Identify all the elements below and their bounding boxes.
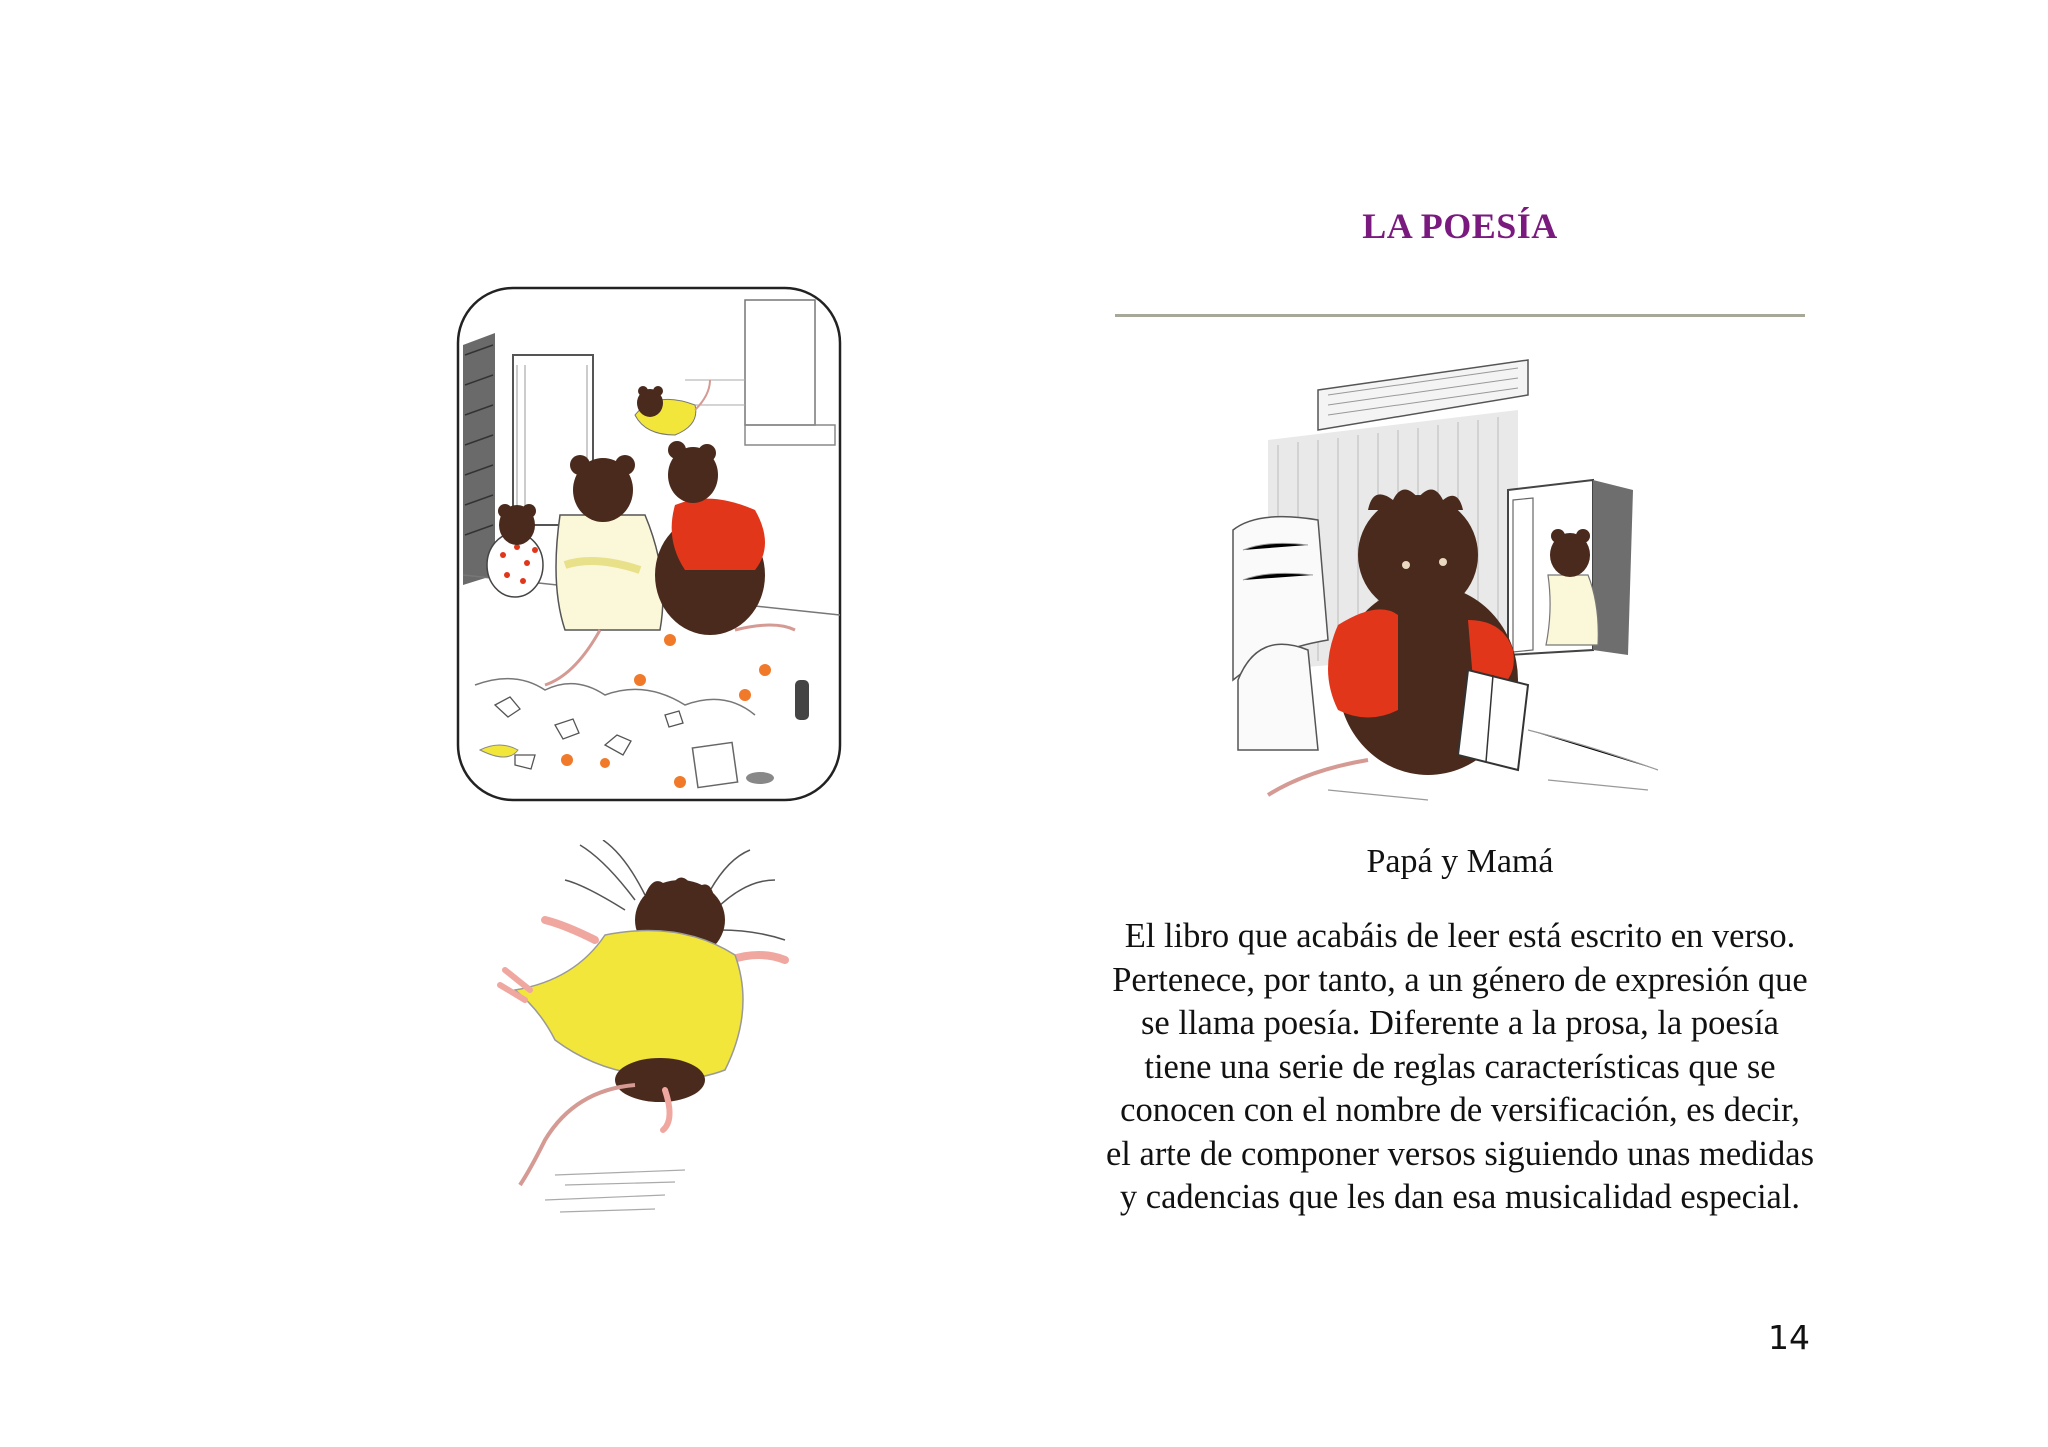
jumping-mouse-illustration	[485, 840, 805, 1235]
body-paragraph: El libro que acabáis de leer está escrito en verso. Pertenece, por tanto, a un género de expresión que se llama poesía. Diferente a la prosa, la poesía tiene una serie de reglas características que se conocen con el nombre de versificación, es decir, el arte de componer versos siguiendo unas medidas y cadencias que les dan esa musicalidad especial.	[1105, 917, 1814, 1216]
page-title: LA POESÍA	[1362, 206, 1558, 246]
living-room-mouse-illustration	[1228, 350, 1680, 805]
illustration-caption: Papá y Mamá	[1366, 843, 1554, 880]
kitchen-mice-illustration	[455, 285, 843, 803]
title-divider	[1115, 314, 1805, 317]
page-number: 14	[1768, 1318, 1810, 1357]
